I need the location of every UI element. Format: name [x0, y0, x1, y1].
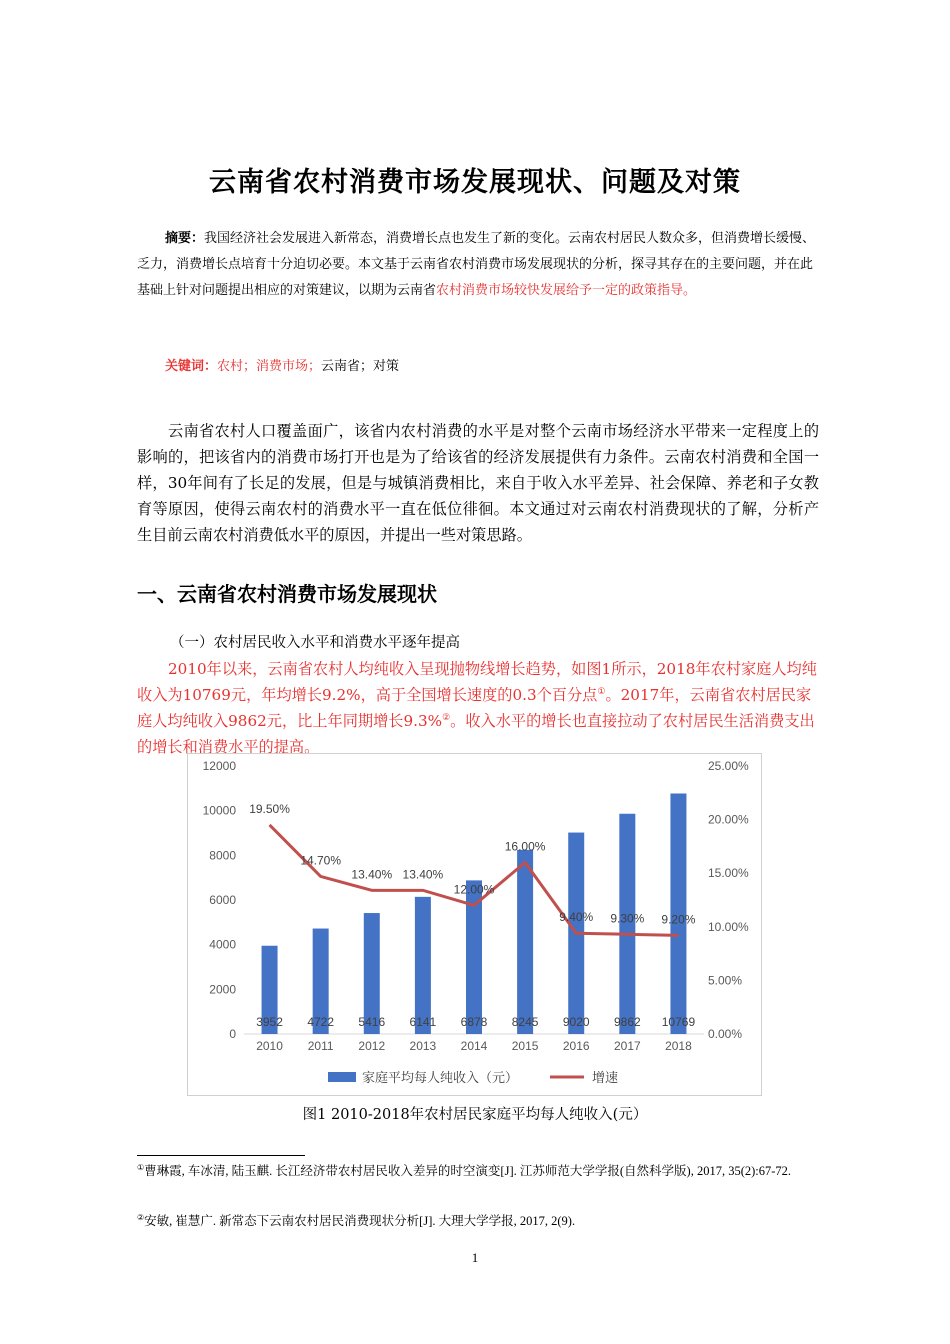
bar-data-label: 6878 [460, 1015, 488, 1029]
footnote-1 [137, 1160, 819, 1182]
y2-tick-label: 25.00% [708, 759, 749, 773]
chart-svg [188, 754, 763, 1097]
bar-data-label: 6141 [409, 1015, 437, 1029]
x-tick-label: 2016 [562, 1039, 590, 1053]
line-data-label: 9.30% [610, 911, 645, 926]
x-tick-label: 2017 [613, 1039, 641, 1053]
abstract-label: 摘要： [165, 231, 205, 246]
bar-data-label: 9020 [562, 1015, 590, 1029]
line-data-label: 14.70% [300, 853, 342, 868]
x-tick-label: 2014 [460, 1039, 488, 1053]
line-data-label: 19.50% [249, 801, 290, 816]
x-tick-label: 2011 [307, 1039, 334, 1053]
keywords-highlight: 农村；消费市场； [217, 359, 322, 374]
section-heading: 一、云南省农村消费市场发展现状 [137, 582, 437, 606]
line-data-label: 12.00% [453, 882, 495, 897]
bar-data-label: 3952 [256, 1015, 283, 1029]
x-tick-label: 2018 [665, 1039, 692, 1053]
abstract-text: 我国经济社会发展进入新常态，消费增长点也发生了新的变化。云南农村居民人数众多，但消费增长缓慢、乏力，消费增长点培育十分迫切必要。本文基于云南省农村消费市场发展现状的分析，探寻其存在的主要问题，并在此基础上针对问题提出相应的对策建议，以期为云南省 [137, 231, 816, 298]
income-chart [187, 753, 762, 1096]
x-tick-label: 2013 [409, 1039, 437, 1053]
line-data-label: 9.20% [661, 912, 696, 927]
figure-caption: 图1 2010-2018年农村居民家庭平均每人纯收入(元） [302, 1107, 648, 1123]
footnote-1-mark: ① [137, 1162, 145, 1172]
section-paragraph [137, 656, 819, 760]
subsection-heading: （一）农村居民收入水平和消费水平逐年提高 [170, 635, 460, 651]
y2-tick-label: 0.00% [708, 1027, 743, 1041]
bar [415, 897, 431, 1034]
legend-bar-label: 家庭平均每人纯收入（元） [362, 1071, 519, 1086]
page-title: 云南省农村消费市场发展现状、问题及对策 [209, 167, 741, 198]
x-tick-label: 2010 [256, 1039, 283, 1053]
y-tick-label: 2000 [209, 982, 236, 997]
footnote-2-mark: ② [137, 1212, 145, 1222]
keywords-rest: 云南省；对策 [321, 359, 400, 374]
x-tick-label: 2012 [358, 1039, 386, 1053]
y-tick-label: 6000 [209, 893, 236, 907]
y-tick-label: 4000 [209, 937, 236, 952]
legend-line-label: 增速 [592, 1071, 619, 1086]
bar-data-label: 4722 [307, 1015, 335, 1029]
y-tick-label: 12000 [202, 759, 236, 773]
footnote-1-text: 曹琳霞, 车冰清, 陆玉麒. 长江经济带农村居民收入差异的时空演变[J]. 江苏师范大学学报(自然科学版), 2017, 35(2):67-72. [144, 1164, 792, 1178]
line-data-label: 9.40% [559, 910, 594, 925]
bar-data-label: 9862 [613, 1015, 641, 1029]
abstract-text-highlight: 农村消费市场较快发展给予一定的政策指导。 [436, 283, 697, 298]
bar [517, 850, 533, 1034]
y-tick-label: 10000 [202, 803, 236, 818]
line-data-label: 13.40% [351, 867, 393, 882]
section-paragraph-part3: 。收入水平的增长也直接拉动了农村居民生活消费支出的增长和消费水平的提高。 [137, 712, 815, 756]
bar-data-label: 5416 [358, 1015, 386, 1029]
y2-tick-label: 5.00% [708, 973, 743, 988]
y2-tick-label: 15.00% [708, 866, 749, 881]
line-data-label: 13.40% [402, 867, 444, 882]
section-paragraph-part1: 2010年以来，云南省农村人均纯收入呈现抛物线增长趋势，如图1所示，2018年农村家庭人均纯收入为10769元，年均增长9.2%，高于全国增长速度的0.3个百分点 [137, 660, 817, 704]
y-tick-label: 0 [229, 1027, 236, 1041]
legend-bar-swatch [328, 1072, 356, 1082]
y-tick-label: 8000 [209, 848, 236, 863]
intro-paragraph: 云南省农村人口覆盖面广，该省内农村消费的水平是对整个云南市场经济水平带来一定程度上的影响的，把该省内的消费市场打开也是为了给该省的经济发展提供有力条件。云南农村消费和全国一样，30年间有了长足的发展，但是与城镇消费相比，来自于收入水平差异、社会保障、养老和子女教育等原因，使得云南农村的消费水平一直在低位徘徊。本文通过对云南农村消费现状的了解，分析产生目前云南农村消费低水平的原因，并提出一些对策思路。 [137, 422, 819, 544]
footnote-rule [137, 1155, 305, 1156]
page-number: 1 [471, 1250, 479, 1265]
abstract [137, 226, 817, 304]
line-data-label: 16.00% [504, 839, 546, 854]
footnote-2 [137, 1210, 819, 1232]
keywords [165, 357, 399, 377]
y2-tick-label: 20.00% [708, 812, 749, 827]
bar-data-label: 8245 [511, 1015, 539, 1029]
footnote-2-text: 安敏, 崔慧广. 新常态下云南农村居民消费现状分析[J]. 大理大学学报, 2017, 2(9). [144, 1214, 576, 1228]
section-paragraph-part2: 。2017年，云南省农村居民家庭人均纯收入9862元，比上年同期增长9.3% [137, 686, 812, 730]
y2-tick-label: 10.00% [708, 919, 749, 934]
keywords-label: 关键词： [165, 359, 218, 374]
footnote-ref-2[interactable]: ② [442, 712, 451, 723]
x-tick-label: 2015 [511, 1039, 539, 1053]
bar-data-label: 10769 [661, 1015, 696, 1029]
footnote-ref-1[interactable]: ① [597, 686, 606, 697]
